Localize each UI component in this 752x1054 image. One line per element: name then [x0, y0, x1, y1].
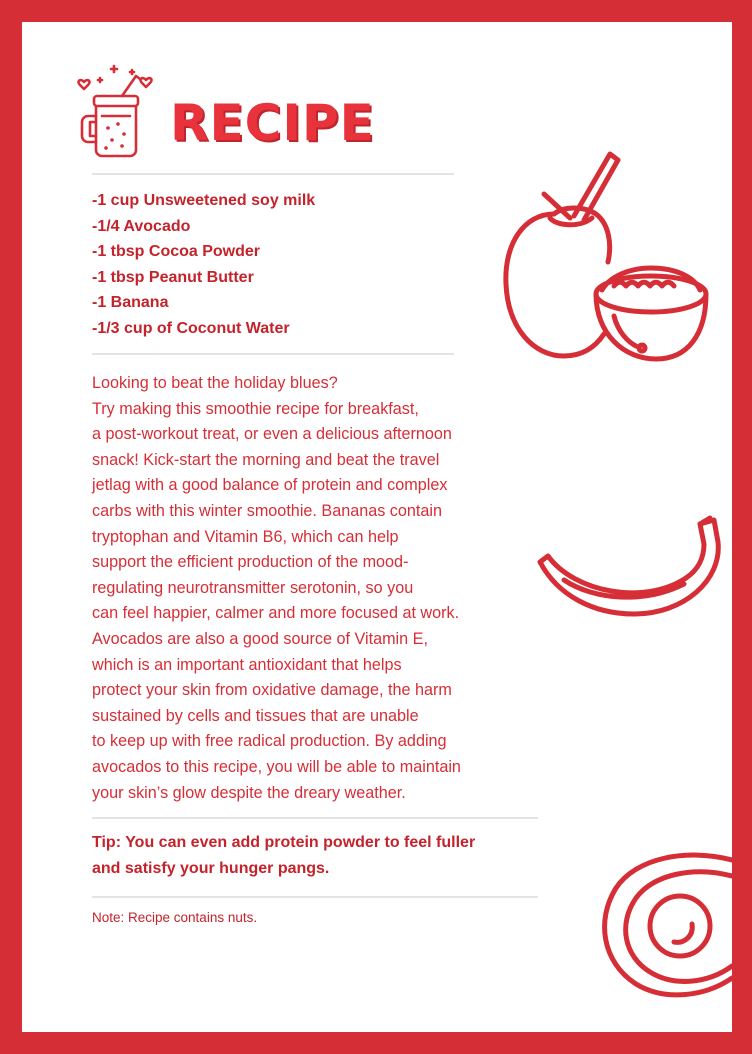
- description-line: Avocados are also a good source of Vitamin E,: [92, 629, 428, 648]
- divider: [92, 353, 454, 355]
- divider: [92, 896, 538, 898]
- coconut-icon: [484, 134, 714, 364]
- tip-line: and satisfy your hunger pangs.: [92, 859, 330, 877]
- recipe-card: [22, 22, 732, 1032]
- description-line: sustained by cells and tissues that are unable: [92, 706, 419, 725]
- description-line: can feel happier, calmer and more focused at work.: [92, 604, 460, 623]
- description-line: regulating neurotransmitter serotonin, so you: [92, 578, 414, 597]
- divider: [92, 817, 538, 819]
- ingredient-item: -1 cup Unsweetened soy milk: [92, 192, 316, 209]
- description-line: Looking to beat the holiday blues?: [92, 374, 338, 392]
- description-line: Try making this smoothie recipe for breakfast,: [92, 399, 419, 418]
- divider: [92, 173, 454, 175]
- ingredient-item: -1 tbsp Peanut Butter: [92, 268, 254, 286]
- tip-text: [92, 830, 562, 881]
- ingredient-item: -1/3 cup of Coconut Water: [92, 319, 290, 337]
- ingredient-item: -1 tbsp Cocoa Powder: [92, 243, 261, 260]
- description-line: avocados to this recipe, you will be able to maintain: [92, 757, 461, 776]
- recipe-header: [74, 60, 454, 160]
- tip-line: Tip: You can even add protein powder to feel fuller: [92, 834, 476, 851]
- allergy-note: Note: Recipe contains nuts.: [92, 910, 258, 925]
- description-line: to keep up with free radical production. By adding: [92, 732, 447, 751]
- description-line: jetlag with a good balance of protein and complex: [92, 476, 448, 495]
- ingredient-item: -1 Banana: [92, 294, 169, 311]
- smoothie-jar-icon: [74, 60, 158, 160]
- description-line: your skin’s glow despite the dreary weather.: [92, 783, 406, 802]
- description-line: support the efficient production of the mood-: [92, 553, 409, 572]
- banana-icon: [534, 514, 732, 624]
- ingredient-list: [92, 188, 472, 341]
- ingredient-item: -1/4 Avocado: [92, 217, 191, 235]
- description-line: snack! Kick-start the morning and beat the travel: [92, 450, 440, 469]
- description-line: carbs with this winter smoothie. Bananas contain: [92, 501, 443, 520]
- description-line: tryptophan and Vitamin B6, which can help: [92, 527, 399, 546]
- avocado-icon: [596, 838, 732, 998]
- description-line: which is an important antioxidant that helps: [92, 655, 402, 674]
- description-line: a post-workout treat, or even a delicious afternoon: [92, 425, 452, 444]
- recipe-description: [92, 371, 552, 806]
- page-title: RECIPE: [170, 94, 375, 152]
- description-line: protect your skin from oxidative damage, the harm: [92, 681, 452, 700]
